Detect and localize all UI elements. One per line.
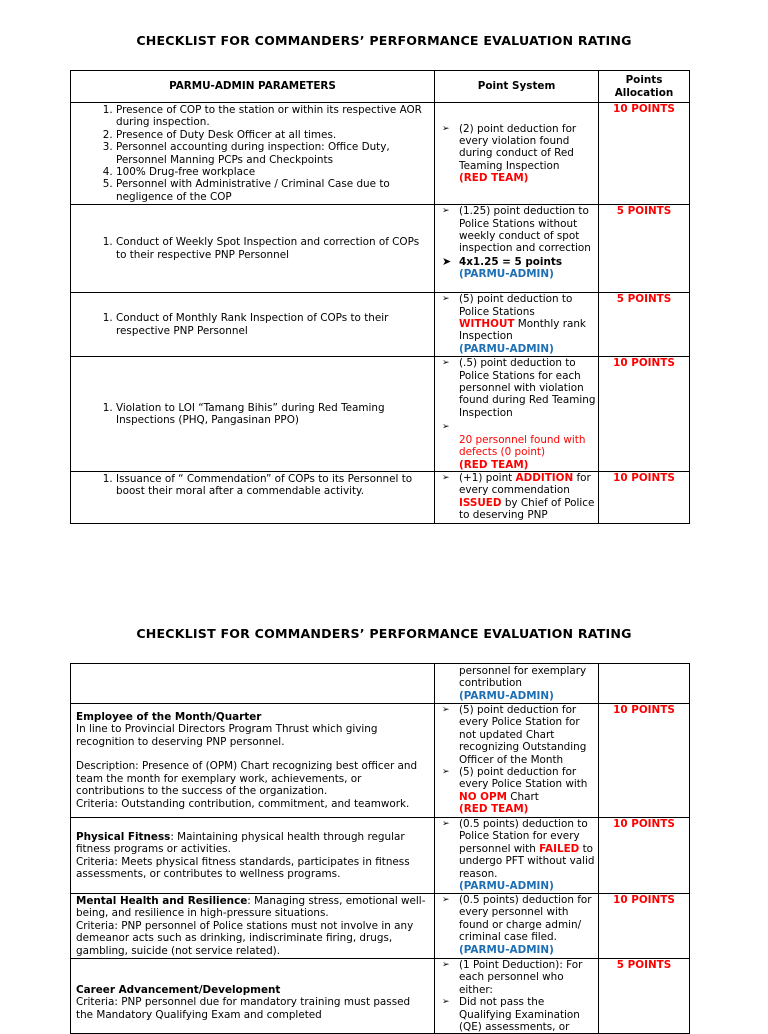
ps-tag: (PARMU-ADMIN) bbox=[459, 943, 554, 956]
param-description: Description: Presence of (OPM) Chart recognizing best officer and team the month for exemplary work, achievements, or contributions to the success of the organization. bbox=[76, 760, 418, 798]
ps-formula: 4x1.25 = 5 points bbox=[459, 255, 563, 268]
arrow-bullet-icon: ➢ bbox=[442, 819, 450, 829]
arrow-bullet-icon: ➢ bbox=[442, 705, 450, 715]
checklist-table-1 bbox=[70, 70, 690, 524]
point-system-cell bbox=[435, 894, 599, 959]
params-cell bbox=[71, 894, 435, 959]
params-list bbox=[76, 473, 430, 498]
point-system-list bbox=[435, 293, 598, 355]
params-cell bbox=[71, 664, 435, 704]
arrow-bullet-icon: ➢ bbox=[442, 997, 450, 1008]
params-list bbox=[76, 402, 430, 427]
points-cell bbox=[599, 103, 690, 205]
point-system-list bbox=[435, 357, 598, 471]
point-system-cell bbox=[435, 103, 599, 205]
params-list bbox=[76, 312, 430, 337]
list-item bbox=[442, 471, 596, 522]
param-heading-rest: : Maintaining physical health through regular fitness programs or activities. bbox=[76, 830, 405, 856]
ps-text: for every commendation bbox=[459, 471, 591, 497]
points-cell bbox=[599, 357, 690, 472]
header-points-allocation bbox=[599, 71, 690, 103]
list-item bbox=[442, 357, 596, 419]
param-heading: Career Advancement/Development bbox=[76, 984, 281, 997]
list-item: 4. 100% Drug-free workplace bbox=[116, 166, 430, 178]
params-cell bbox=[71, 471, 435, 523]
arrow-bullet-icon: ➢ bbox=[442, 767, 450, 778]
ps-text: (+1) point bbox=[459, 471, 516, 484]
ps-red-word: NO OPM bbox=[459, 790, 507, 803]
table-row bbox=[71, 103, 690, 205]
params-cell bbox=[71, 959, 435, 1034]
continued-text bbox=[435, 664, 598, 702]
point-system-cell bbox=[435, 205, 599, 293]
ps-tag: (RED TEAM) bbox=[459, 803, 529, 816]
ps-tag: (PARMU-ADMIN) bbox=[459, 689, 554, 702]
params-list bbox=[76, 104, 430, 203]
param-criteria: Criteria: PNP personnel of Police stations must not involve in any demeanor acts such as drinking, indiscriminate firing, drugs, gambling, suicide (not service related). bbox=[76, 919, 414, 957]
points-cell bbox=[599, 959, 690, 1034]
ps-text: Monthly rank Inspection bbox=[459, 318, 586, 343]
list-item bbox=[442, 293, 596, 355]
params-cell bbox=[71, 293, 435, 357]
point-system-cell bbox=[435, 704, 599, 818]
ps-red-note: 20 personnel found with defects (0 point) bbox=[459, 433, 586, 459]
points-cell bbox=[599, 704, 690, 818]
arrow-bullet-icon: ➢ bbox=[442, 294, 450, 305]
point-system-cell bbox=[435, 664, 599, 704]
params-cell bbox=[71, 704, 435, 818]
param-criteria: Criteria: Meets physical fitness standards, participates in fitness assessments, or contributes to wellness programs. bbox=[76, 855, 410, 880]
list-item bbox=[442, 959, 596, 996]
ps-text: (0.5 points) deduction for every personnel with found or charge admin/ criminal case filed. bbox=[459, 894, 592, 944]
points-value: 10 POINTS bbox=[613, 471, 675, 484]
ps-text: (5) point deduction to Police Stations bbox=[459, 293, 573, 318]
list-item: 1. Issuance of “ Commendation” of COPs to its Personnel to boost their moral after a commendable activity. bbox=[116, 473, 430, 498]
list-item: 1. Conduct of Weekly Spot Inspection and correction of COPs to their respective PNP Personnel bbox=[116, 236, 430, 261]
list-item: 5. Personnel with Administrative / Criminal Case due to negligence of the COP bbox=[116, 178, 430, 203]
params-list bbox=[76, 236, 430, 261]
ps-tag: (PARMU-ADMIN) bbox=[459, 268, 554, 281]
page2-title: CHECKLIST FOR COMMANDERS’ PERFORMANCE EVALUATION RATING bbox=[136, 626, 632, 641]
point-system-list bbox=[435, 959, 598, 1033]
list-item bbox=[442, 421, 596, 433]
header-params: PARMU-ADMIN PARAMETERS bbox=[71, 71, 435, 103]
ps-tag: (RED TEAM) bbox=[459, 172, 529, 185]
point-system-cell bbox=[435, 959, 599, 1034]
arrow-bullet-icon: ➢ bbox=[442, 206, 450, 217]
list-item bbox=[442, 205, 596, 255]
point-system-cell bbox=[435, 357, 599, 472]
point-system-cell bbox=[435, 818, 599, 894]
list-item bbox=[442, 704, 596, 766]
ps-text: (2) point deduction for every violation found during conduct of Red Teaming Inspection bbox=[459, 122, 577, 172]
ps-text: (1 Point Deduction): For each personnel who either: bbox=[459, 959, 583, 996]
list-item: 1. Conduct of Monthly Rank Inspection of COPs to their respective PNP Personnel bbox=[116, 312, 430, 337]
list-item bbox=[442, 766, 596, 816]
point-system-list bbox=[435, 472, 598, 522]
ps-text: (5) point deduction for every Police Station for not updated Chart recognizing Outstanding Officer of the Month bbox=[459, 704, 587, 766]
param-text bbox=[76, 895, 430, 920]
ps-red-word: FAILED bbox=[539, 842, 580, 855]
ps-text: personnel for exemplary contribution bbox=[459, 665, 587, 690]
ps-red-word: ISSUED bbox=[459, 496, 502, 509]
table-row bbox=[71, 818, 690, 894]
table-row bbox=[71, 664, 690, 704]
point-system-list bbox=[435, 205, 598, 280]
points-cell bbox=[599, 471, 690, 523]
list-item bbox=[459, 434, 596, 471]
table-row bbox=[71, 894, 690, 959]
params-cell bbox=[71, 818, 435, 894]
points-cell bbox=[599, 205, 690, 293]
list-item: 3. Personnel accounting during inspection: Office Duty, Personnel Manning PCPs and Checkpoints bbox=[116, 141, 430, 166]
ps-text: by Chief of Police to deserving PNP bbox=[459, 496, 595, 522]
ps-red-word: ADDITION bbox=[515, 471, 574, 484]
list-item bbox=[442, 122, 596, 185]
param-heading: Mental Health and Resilience bbox=[76, 895, 248, 907]
points-cell bbox=[599, 664, 690, 704]
table-row bbox=[71, 357, 690, 472]
param-criteria: Criteria: PNP personnel due for mandatory training must passed the Mandatory Qualifying Exam and completed bbox=[76, 996, 411, 1021]
arrow-bullet-icon: ➤ bbox=[442, 254, 452, 268]
points-cell bbox=[599, 818, 690, 894]
points-cell bbox=[599, 894, 690, 959]
table-row bbox=[71, 704, 690, 818]
header-alloc-line1: Points bbox=[625, 74, 663, 87]
list-item: 2. Presence of Duty Desk Officer at all times. bbox=[116, 129, 430, 141]
ps-tag: (PARMU-ADMIN) bbox=[459, 342, 554, 355]
param-heading-rest: : Managing stress, emotional well-being, and resilience in high-pressure situations. bbox=[76, 895, 426, 920]
list-item bbox=[442, 254, 596, 281]
ps-text: (0.5 points) deduction to Police Station for every personnel with bbox=[459, 818, 588, 855]
point-system-cell bbox=[435, 293, 599, 357]
list-item bbox=[442, 818, 596, 893]
header-alloc-line2: Allocation bbox=[614, 86, 674, 99]
params-cell bbox=[71, 103, 435, 205]
point-system-list bbox=[435, 123, 598, 185]
page1-title: CHECKLIST FOR COMMANDERS’ PERFORMANCE EVALUATION RATING bbox=[136, 33, 632, 48]
param-heading: Employee of the Month/Quarter bbox=[76, 711, 262, 724]
arrow-bullet-icon: ➢ bbox=[442, 358, 450, 369]
table-row bbox=[71, 959, 690, 1034]
ps-tag: (PARMU-ADMIN) bbox=[459, 880, 554, 893]
points-value: 5 POINTS bbox=[616, 293, 672, 306]
ps-text: (1.25) point deduction to Police Stations without weekly conduct of spot inspection and correction bbox=[459, 205, 591, 255]
checklist-table-2 bbox=[70, 663, 690, 1034]
point-system-cell bbox=[435, 471, 599, 523]
arrow-bullet-icon: ➢ bbox=[442, 895, 450, 905]
point-system-list bbox=[435, 818, 598, 892]
arrow-bullet-icon: ➢ bbox=[442, 960, 450, 971]
params-cell bbox=[71, 357, 435, 472]
param-criteria: Criteria: Outstanding contribution, commitment, and teamwork. bbox=[76, 797, 410, 810]
list-item: 1. Presence of COP to the station or within its respective AOR during inspection. bbox=[116, 104, 430, 129]
ps-text: (.5) point deduction to Police Stations for each personnel with violation found during Red Teaming Inspection bbox=[459, 357, 596, 419]
param-intro: In line to Provincial Directors Program Thrust which giving recognition to deserving PNP personnel. bbox=[76, 723, 378, 748]
list-item bbox=[442, 996, 596, 1034]
arrow-bullet-icon: ➢ bbox=[442, 123, 450, 134]
table-row bbox=[71, 471, 690, 523]
params-cell bbox=[71, 205, 435, 293]
ps-text: (5) point deduction for every Police Station with bbox=[459, 766, 588, 791]
ps-text: Chart bbox=[506, 790, 539, 803]
points-value: 5 POINTS bbox=[616, 959, 672, 972]
ps-text: Did not pass the Qualifying Examination (QE) assessments, or bbox=[459, 996, 580, 1034]
point-system-list bbox=[435, 894, 598, 956]
table-row bbox=[71, 205, 690, 293]
arrow-bullet-icon: ➢ bbox=[442, 422, 450, 433]
points-cell bbox=[599, 293, 690, 357]
param-heading: Physical Fitness bbox=[76, 830, 171, 843]
points-value: 5 POINTS bbox=[616, 205, 672, 218]
points-value: 10 POINTS bbox=[613, 894, 675, 906]
list-item bbox=[442, 894, 596, 956]
table-header-row bbox=[71, 71, 690, 103]
points-value: 10 POINTS bbox=[613, 357, 675, 370]
list-item: 1. Violation to LOI “Tamang Bihis” during Red Teaming Inspections (PHQ, Pangasinan PPO) bbox=[116, 402, 430, 427]
point-system-list bbox=[435, 704, 598, 816]
header-point-system: Point System bbox=[435, 71, 599, 103]
points-value: 10 POINTS bbox=[613, 818, 675, 830]
ps-red-word: WITHOUT bbox=[459, 318, 515, 331]
table-row bbox=[71, 293, 690, 357]
points-value: 10 POINTS bbox=[613, 103, 675, 115]
ps-tag: (RED TEAM) bbox=[459, 458, 529, 471]
param-text bbox=[76, 831, 430, 856]
arrow-bullet-icon: ➢ bbox=[442, 472, 450, 483]
ps-text: to undergo PFT without valid reason. bbox=[459, 842, 595, 880]
points-value: 10 POINTS bbox=[613, 704, 675, 716]
